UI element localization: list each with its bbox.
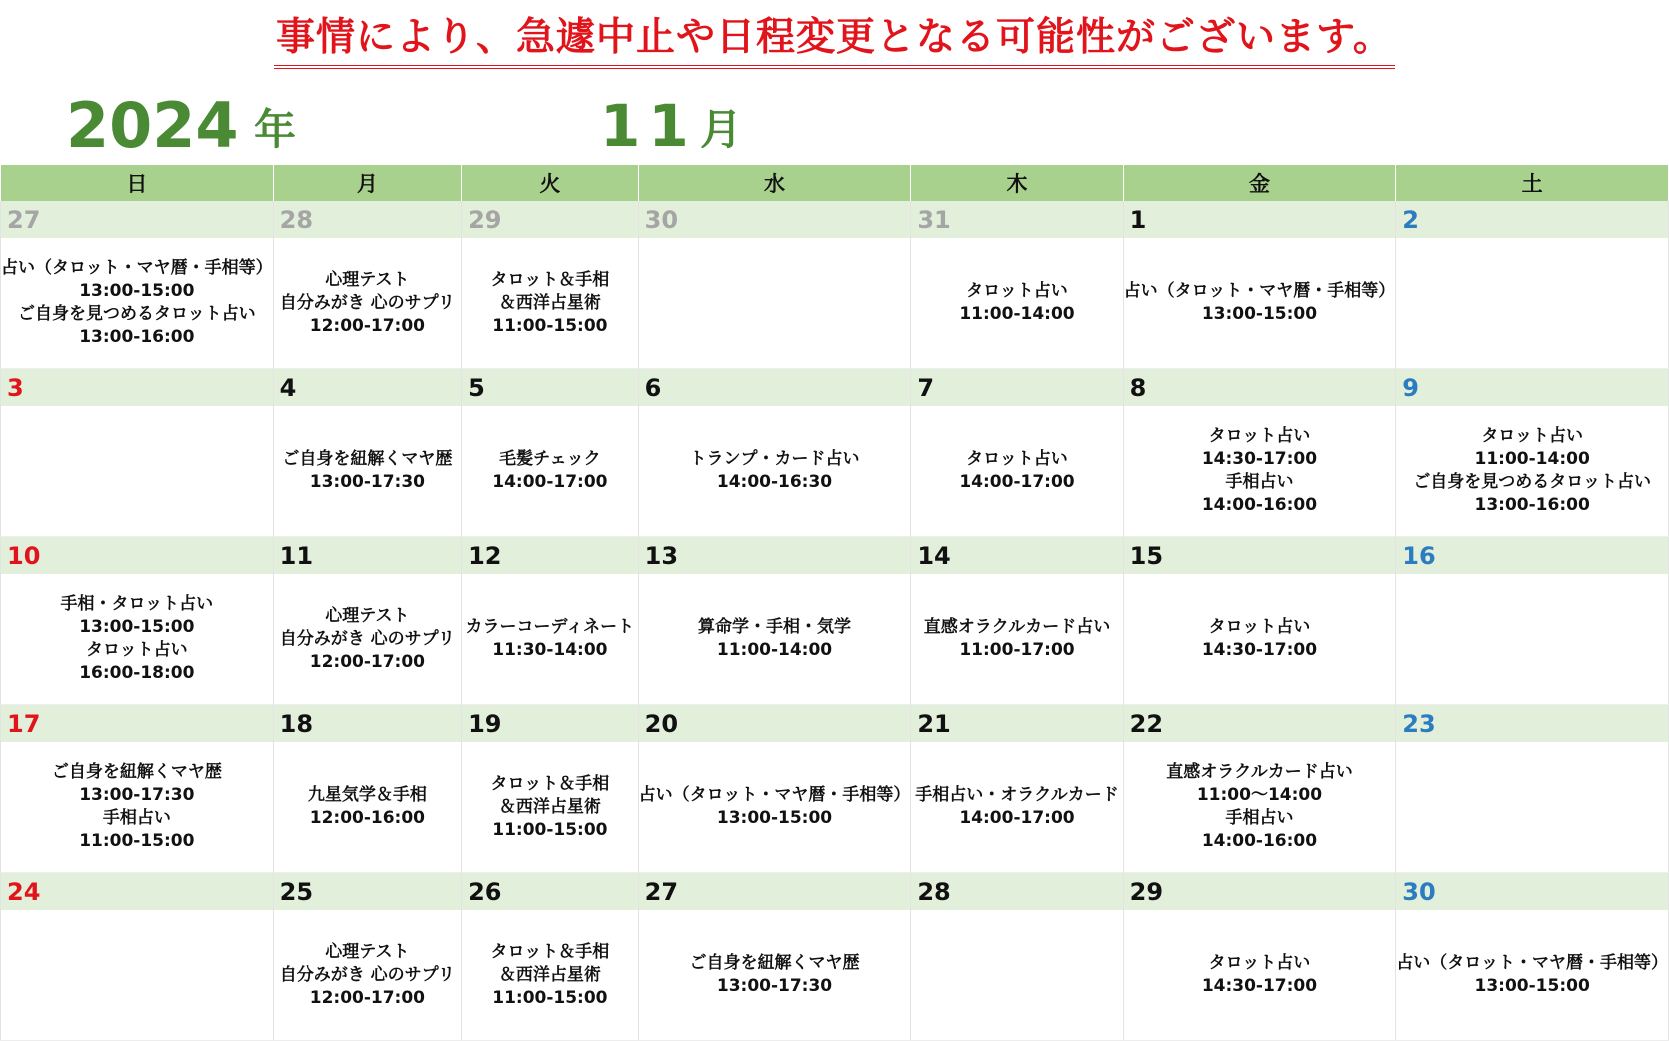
event-list (911, 616, 1122, 662)
event-line: 14:30-17:00 (1201, 976, 1318, 996)
day-cell (273, 742, 461, 873)
event-list (462, 773, 638, 842)
day-cell (462, 742, 639, 873)
day-cell (1123, 910, 1396, 1041)
event-line: 13:00-15:00 (716, 808, 833, 828)
date-number: 30 (1396, 873, 1669, 911)
weekday-header: 水 (638, 165, 911, 201)
day-cell (273, 574, 461, 705)
day-cell (462, 574, 639, 705)
date-row (1, 873, 1669, 911)
event-line: タロット占い (1208, 426, 1311, 446)
day-cell (638, 406, 911, 537)
event-line: 自分みがき 心のサプリ (279, 292, 455, 313)
event-line: 12:00-16:00 (309, 808, 426, 828)
day-cell (1, 574, 274, 705)
day-cell (911, 910, 1123, 1041)
event-line: 14:00-16:00 (1201, 831, 1318, 851)
date-number: 28 (273, 201, 461, 238)
date-number: 13 (638, 537, 911, 575)
date-number: 11 (273, 537, 461, 575)
event-line: 占い（タロット・マヤ暦・手相等） (1396, 953, 1668, 973)
event-list (911, 448, 1122, 494)
event-line: 心理テスト (325, 269, 410, 290)
month-number: 11 (600, 92, 697, 160)
weekday-header: 金 (1123, 165, 1396, 201)
event-line: 13:00-15:00 (1474, 976, 1590, 996)
day-cell (1, 238, 274, 369)
event-line: 手相占い (1225, 808, 1294, 828)
event-list (462, 269, 638, 338)
day-cell (1123, 238, 1396, 369)
event-line: 13:00-17:30 (309, 472, 426, 492)
event-list (462, 941, 638, 1010)
event-line: 13:00-15:00 (79, 281, 195, 301)
event-list (639, 784, 911, 830)
event-line: 13:00-16:00 (1474, 495, 1590, 515)
event-line: 13:00-16:00 (79, 327, 195, 347)
event-line: タロット＆手相 (490, 773, 610, 794)
event-row (1, 406, 1669, 537)
event-line: 14:30-17:00 (1201, 449, 1318, 469)
event-line: 13:00-15:00 (79, 617, 195, 637)
event-line: タロット占い (1208, 953, 1311, 973)
event-row (1, 574, 1669, 705)
date-number: 10 (1, 537, 274, 575)
event-line: ご自身を紐解くマヤ歴 (51, 762, 222, 782)
date-number: 5 (462, 369, 639, 407)
date-number: 3 (1, 369, 274, 407)
event-line: 占い（タロット・マヤ暦・手相等） (1, 258, 273, 278)
event-line: タロット＆手相 (490, 269, 610, 290)
date-number: 23 (1396, 705, 1669, 743)
event-list (274, 448, 461, 494)
event-line: 占い（タロット・マヤ暦・手相等） (638, 785, 911, 805)
event-line: 11:00-15:00 (492, 819, 608, 840)
date-number: 1 (1123, 201, 1396, 238)
event-list (274, 605, 461, 674)
date-number: 4 (273, 369, 461, 407)
date-number: 28 (911, 873, 1123, 911)
event-line: 自分みがき 心のサプリ (279, 964, 455, 985)
weekday-header: 土 (1396, 165, 1669, 201)
event-line: ご自身を紐解くマヤ歴 (689, 953, 860, 973)
day-cell (1396, 574, 1669, 705)
weekday-header: 火 (462, 165, 639, 201)
event-list (462, 448, 638, 494)
event-line: 12:00-17:00 (309, 987, 426, 1008)
event-line: 11:00-17:00 (959, 640, 1075, 660)
event-line: 11:00-15:00 (79, 831, 195, 851)
date-number: 15 (1123, 537, 1396, 575)
date-number: 22 (1123, 705, 1396, 743)
date-row (1, 369, 1669, 407)
day-cell (1396, 742, 1669, 873)
event-row (1, 238, 1669, 369)
event-list (274, 784, 461, 830)
notice-text: 事情により、急遽中止や日程変更となる可能性がございます。 (274, 14, 1395, 69)
date-row (1, 537, 1669, 575)
weekday-header: 木 (911, 165, 1123, 201)
date-number: 31 (911, 201, 1123, 238)
event-line: 算命学・手相・気学 (698, 617, 851, 637)
event-line: 11:00～14:00 (1196, 785, 1323, 805)
date-number: 21 (911, 705, 1123, 743)
day-cell (1, 910, 274, 1041)
event-list (1, 593, 273, 685)
year-unit: 年 (254, 105, 297, 154)
event-line: タロット占い (966, 449, 1068, 469)
day-cell (462, 910, 639, 1041)
event-list (1396, 425, 1668, 517)
event-list (1124, 761, 1396, 853)
day-cell (1123, 742, 1396, 873)
date-number: 27 (638, 873, 911, 911)
event-line: 手相占い (1225, 472, 1294, 492)
event-line: 占い（タロット・マヤ暦・手相等） (1123, 281, 1396, 301)
event-line: ＆西洋占星術 (498, 292, 601, 313)
event-line: 14:00-16:00 (1201, 495, 1318, 515)
day-cell (273, 406, 461, 537)
event-line: タロット占い (966, 281, 1068, 301)
event-line: 13:00-17:30 (716, 976, 833, 996)
event-list (274, 269, 461, 338)
event-line: 心理テスト (325, 605, 410, 626)
event-list (1396, 952, 1668, 998)
event-line: 直感オラクルカード占い (923, 617, 1111, 637)
event-list (1124, 280, 1396, 326)
date-number: 30 (638, 201, 911, 238)
event-line: 11:00-14:00 (716, 640, 833, 660)
date-number: 25 (273, 873, 461, 911)
event-line: 自分みがき 心のサプリ (279, 628, 455, 649)
event-line: タロット占い (86, 640, 188, 660)
month-unit: 月 (700, 105, 743, 154)
event-list (1, 257, 273, 349)
event-list (639, 952, 911, 998)
day-cell (1396, 238, 1669, 369)
event-line: 14:00-17:00 (492, 472, 608, 492)
event-line: 14:00-17:00 (959, 472, 1075, 492)
event-list (1124, 952, 1396, 998)
date-number: 29 (1123, 873, 1396, 911)
day-cell (1123, 574, 1396, 705)
event-list (1124, 425, 1396, 517)
event-line: トランプ・カード占い (689, 449, 860, 469)
notice-banner (0, 14, 1669, 69)
event-line: 手相・タロット占い (60, 594, 214, 614)
day-cell (911, 574, 1123, 705)
event-line: 16:00-18:00 (79, 663, 195, 683)
event-line: 手相占い (102, 808, 171, 828)
event-line: ＆西洋占星術 (498, 796, 601, 817)
event-line: タロット占い (1481, 426, 1583, 446)
day-cell (638, 238, 911, 369)
event-line: 11:00-15:00 (492, 987, 608, 1008)
day-cell (638, 910, 911, 1041)
event-list (1124, 616, 1396, 662)
date-number: 27 (1, 201, 274, 238)
event-line: ＆西洋占星術 (498, 964, 601, 985)
event-line: 11:00-15:00 (492, 315, 608, 336)
date-number: 17 (1, 705, 274, 743)
date-number: 16 (1396, 537, 1669, 575)
event-row (1, 742, 1669, 873)
event-line: タロット＆手相 (490, 941, 610, 962)
event-line: 11:00-14:00 (1474, 449, 1590, 469)
day-cell (911, 742, 1123, 873)
day-cell (1123, 406, 1396, 537)
day-cell (273, 238, 461, 369)
day-cell (462, 238, 639, 369)
event-line: カラーコーディネート (465, 617, 635, 637)
date-number: 26 (462, 873, 639, 911)
event-line: 14:30-17:00 (1201, 640, 1318, 660)
day-cell (273, 910, 461, 1041)
event-line: 心理テスト (325, 941, 410, 962)
year-number: 2024 (66, 89, 239, 162)
event-line: 11:00-14:00 (959, 304, 1075, 324)
event-list (911, 280, 1122, 326)
day-cell (1, 742, 274, 873)
day-cell (1396, 910, 1669, 1041)
event-row (1, 910, 1669, 1041)
event-line: タロット占い (1208, 617, 1311, 637)
event-list (274, 941, 461, 1010)
date-row (1, 705, 1669, 743)
event-line: 12:00-17:00 (309, 315, 426, 336)
day-cell (911, 238, 1123, 369)
event-list (1, 761, 273, 853)
date-number: 18 (273, 705, 461, 743)
day-cell (638, 742, 911, 873)
day-cell (1, 406, 274, 537)
weekday-header-row (1, 165, 1669, 201)
date-number: 24 (1, 873, 274, 911)
date-number: 12 (462, 537, 639, 575)
event-list (462, 616, 638, 662)
day-cell (1396, 406, 1669, 537)
event-line: 14:00-17:00 (959, 808, 1075, 828)
day-cell (462, 406, 639, 537)
event-list (911, 784, 1122, 830)
event-line: 直感オラクルカード占い (1166, 762, 1353, 782)
date-number: 9 (1396, 369, 1669, 407)
calendar-grid (0, 165, 1669, 1041)
event-line: 13:00-15:00 (1201, 304, 1318, 324)
date-number: 19 (462, 705, 639, 743)
event-list (639, 616, 911, 662)
event-line: 手相占い・オラクルカード (915, 785, 1119, 805)
event-line: 13:00-17:30 (79, 785, 195, 805)
day-cell (638, 574, 911, 705)
weekday-header: 日 (1, 165, 274, 201)
event-line: 毛髪チェック (499, 449, 601, 469)
date-number: 6 (638, 369, 911, 407)
event-line: 14:00-16:30 (716, 472, 833, 492)
event-line: ご自身を紐解くマヤ歴 (282, 449, 453, 469)
event-line: ご自身を見つめるタロット占い (1413, 472, 1651, 492)
event-line: 九星気学＆手相 (307, 785, 427, 805)
event-line: 12:00-17:00 (309, 651, 426, 672)
date-number: 14 (911, 537, 1123, 575)
date-number: 7 (911, 369, 1123, 407)
weekday-header: 月 (273, 165, 461, 201)
day-cell (911, 406, 1123, 537)
event-line: ご自身を見つめるタロット占い (18, 304, 256, 324)
date-number: 2 (1396, 201, 1669, 238)
date-number: 20 (638, 705, 911, 743)
date-number: 29 (462, 201, 639, 238)
event-line: 11:30-14:00 (492, 640, 608, 660)
event-list (639, 448, 911, 494)
date-row (1, 201, 1669, 238)
date-number: 8 (1123, 369, 1396, 407)
